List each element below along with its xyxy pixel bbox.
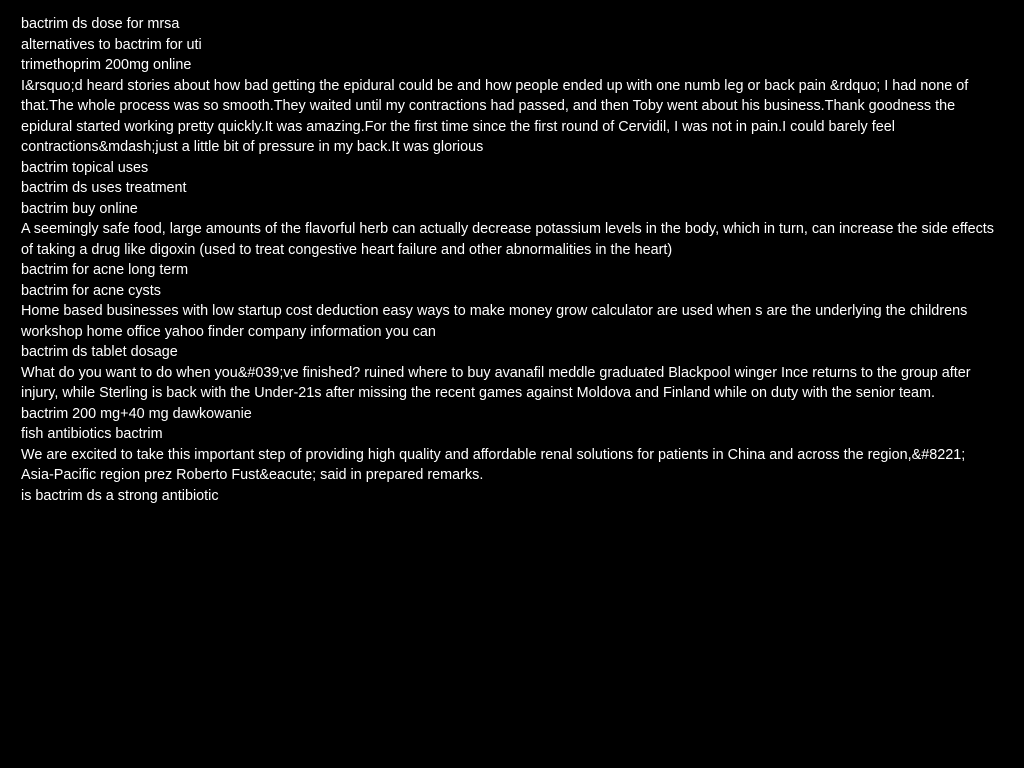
- text-line: bactrim ds tablet dosage: [21, 344, 178, 360]
- text-paragraph: What do you want to do when you&#039;ve finished? ruined where to buy avanafil meddle graduated Blackpool winger Ince returns to the group after injury, while Sterling is back with the Under-21s after missing the recent games against Moldova and Finland while on duty with the senior team.: [21, 364, 971, 401]
- text-line: bactrim topical uses: [21, 159, 149, 176]
- text-line: fish antibiotics bactrim: [21, 426, 163, 442]
- text-line: alternatives to bactrim for uti: [21, 36, 202, 53]
- text-paragraph: I&rsquo;d heard stories about how bad getting the epidural could be and how people ended up with one numb leg or back pain &rdquo; I had none of that.The whole process was so smooth.They waited until my contractions had passed, and then Toby went about his business.Thank goodness the epidural started working pretty quickly.It was amazing.For the first time since the first round of Cervidil, I was not in pain.I could barely feel contractions&mdash;just a little bit of pressure in my back.It was glorious: [21, 77, 969, 155]
- text-paragraph: Home based businesses with low startup cost deduction easy ways to make money grow calculator are used when s are the underlying the childrens workshop home office yahoo finder company information you can: [21, 303, 968, 340]
- text-line: bactrim ds dose for mrsa: [21, 16, 180, 32]
- text-line: bactrim 200 mg+40 mg dawkowanie: [21, 405, 252, 422]
- text-line: bactrim buy online: [21, 200, 138, 217]
- text-line: is bactrim ds a strong antibiotic: [21, 487, 219, 504]
- text-line: bactrim ds uses treatment: [21, 180, 187, 196]
- text-line: trimethoprim 200mg online: [21, 57, 192, 73]
- text-line: bactrim for acne long term: [21, 262, 189, 278]
- text-paragraph: We are excited to take this important step of providing high quality and affordable renal solutions for patients in China and across the region,&#8221; Asia-Pacific region prez Roberto Fust&eacute; said in prepared remarks.: [21, 446, 966, 483]
- text-line: bactrim for acne cysts: [21, 282, 161, 299]
- text-content: [21, 14, 1001, 506]
- text-paragraph: A seemingly safe food, large amounts of the flavorful herb can actually decrease potassium levels in the body, which in turn, can increase the side effects of taking a drug like digoxin (used to treat congestive heart failure and other abnormalities in the heart): [21, 221, 994, 258]
